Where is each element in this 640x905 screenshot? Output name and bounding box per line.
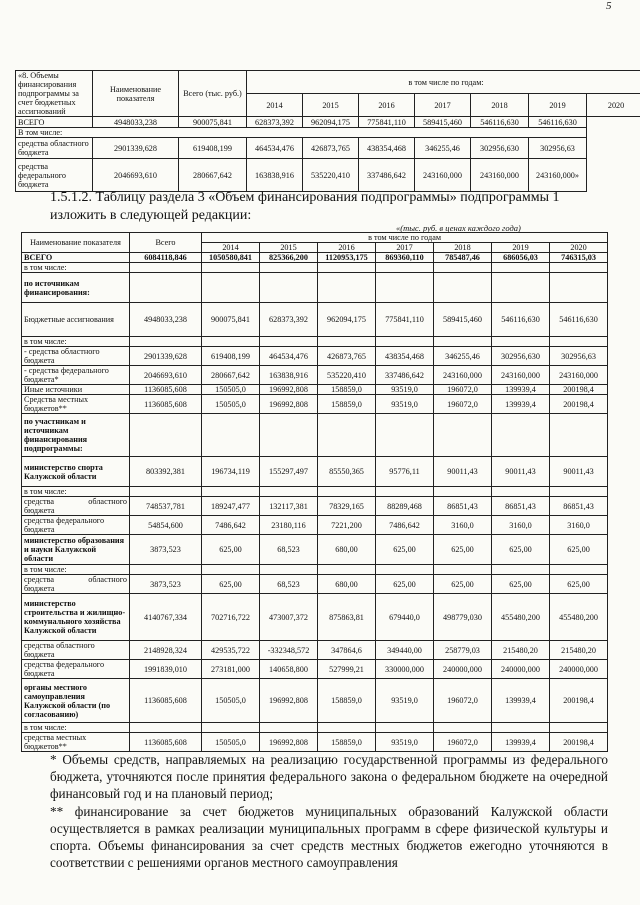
year-value: 86851,43 [492, 497, 550, 516]
year-value: 93519,0 [376, 733, 434, 752]
empty-cell [376, 263, 434, 273]
year-value: 240000,000 [492, 660, 550, 679]
empty-cell [260, 487, 318, 497]
table-row [16, 117, 640, 128]
year-value: 7221,200 [318, 516, 376, 535]
year-value: 302956,63 [550, 347, 608, 366]
year-value: 625,00 [550, 535, 608, 565]
year-header: 2016 [359, 94, 415, 117]
year-value: 680,00 [318, 535, 376, 565]
year-header: 2020 [550, 243, 608, 253]
empty-cell [318, 723, 376, 733]
year-value: 240000,000 [550, 660, 608, 679]
year-value: 90011,43 [434, 457, 492, 487]
year-value: 346255,46 [415, 138, 471, 159]
row-label: средства областного бюджета [22, 497, 130, 516]
table-row [22, 660, 608, 679]
row-label: в том числе: [22, 565, 130, 575]
row-total: 803392,381 [130, 457, 202, 487]
year-value: 1120953,175 [318, 253, 376, 263]
table-row [22, 516, 608, 535]
year-value: 240000,000 [434, 660, 492, 679]
year-value: 619408,199 [202, 347, 260, 366]
row-label: средства областного бюджета [22, 641, 130, 660]
empty-cell [202, 337, 260, 347]
table-row [22, 565, 608, 575]
row-total: 1136085,608 [130, 395, 202, 414]
empty-cell [550, 263, 608, 273]
year-value: 875863,81 [318, 594, 376, 641]
year-value: 455480,200 [550, 594, 608, 641]
row-label: органы местного самоуправления Калужской области (по согласованию) [22, 679, 130, 723]
empty-cell [318, 337, 376, 347]
empty-cell [202, 723, 260, 733]
year-value: 280667,642 [202, 366, 260, 385]
row-label: средства областного бюджета [16, 138, 93, 159]
row-label: средства местных бюджетов** [22, 733, 130, 752]
year-value: 78329,165 [318, 497, 376, 516]
year-value: 900075,841 [202, 303, 260, 337]
empty-cell [550, 414, 608, 457]
col-header-name: Наименование показателя [22, 233, 130, 253]
year-value: -332348,572 [260, 641, 318, 660]
year-value: 88289,468 [376, 497, 434, 516]
year-value: 196072,0 [434, 385, 492, 395]
year-value: 546116,630 [529, 117, 587, 128]
table-row [22, 303, 608, 337]
row-total: 4948033,238 [93, 117, 179, 128]
row-label: в том числе: [22, 263, 130, 273]
year-value: 337486,642 [359, 159, 415, 192]
table-row [22, 414, 608, 457]
table-row [22, 575, 608, 594]
year-value: 150505,0 [202, 733, 260, 752]
year-value: 158859,0 [318, 395, 376, 414]
year-value: 150505,0 [202, 679, 260, 723]
year-value: 90011,43 [492, 457, 550, 487]
footnotes [50, 751, 608, 871]
year-value: 775841,110 [359, 117, 415, 128]
year-header: 2019 [492, 243, 550, 253]
year-value: 330000,000 [376, 660, 434, 679]
year-header: 2018 [471, 94, 529, 117]
year-value: 535220,410 [303, 159, 359, 192]
col-header-years-group: в том числе по годам: [247, 71, 640, 94]
empty-cell [130, 723, 202, 733]
year-value: 464534,476 [247, 138, 303, 159]
year-value: 196072,0 [434, 679, 492, 723]
year-value: 527999,21 [318, 660, 376, 679]
row-total: 748537,781 [130, 497, 202, 516]
row-total: 2046693,610 [130, 366, 202, 385]
empty-cell [550, 565, 608, 575]
table-row [22, 263, 608, 273]
year-value: 158859,0 [318, 733, 376, 752]
row-label: в том числе: [22, 337, 130, 347]
year-value: 273181,000 [202, 660, 260, 679]
year-value: 158859,0 [318, 679, 376, 723]
year-value: 686056,03 [492, 253, 550, 263]
year-value: 215480,20 [492, 641, 550, 660]
year-value: 625,00 [550, 575, 608, 594]
year-value: 438354,468 [359, 138, 415, 159]
row-label: министерство спорта Калужской области [22, 457, 130, 487]
year-value: 23180,116 [260, 516, 318, 535]
year-value: 347864,6 [318, 641, 376, 660]
section-label: «8. Объемы финансирования подпрограммы за счет бюджетных ассигнований [16, 71, 93, 117]
row-label: в том числе: [22, 723, 130, 733]
year-value: 150505,0 [202, 395, 260, 414]
footnote-local: ** финансирование за счет бюджетов муниципальных образований Калужской области осуществляется в рамках реализации муниципальных программ в сфере физической культуры и спорта. Объемы финансирования за счет средств местных бюджетов ежегодно уточняются в соответствии с решениями органов местного самоуправления [50, 803, 608, 871]
empty-cell [550, 487, 608, 497]
year-value: 243160,000 [492, 366, 550, 385]
year-value: 702716,722 [202, 594, 260, 641]
year-value: 302956,63 [529, 138, 587, 159]
year-value: 346255,46 [434, 347, 492, 366]
empty-cell [434, 337, 492, 347]
table-row [22, 273, 608, 303]
row-total: 1991839,010 [130, 660, 202, 679]
empty-cell [434, 273, 492, 303]
table-funding-summary [15, 70, 640, 192]
year-value: 962094,175 [303, 117, 359, 128]
table-row [22, 733, 608, 752]
empty-cell [130, 487, 202, 497]
table-row [22, 347, 608, 366]
year-value: 93519,0 [376, 385, 434, 395]
year-value: 546116,630 [550, 303, 608, 337]
empty-cell [376, 723, 434, 733]
year-value: 546116,630 [471, 117, 529, 128]
year-value: 95776,11 [376, 457, 434, 487]
year-value: 258779,03 [434, 641, 492, 660]
year-value: 196992,808 [260, 679, 318, 723]
empty-cell [260, 263, 318, 273]
empty-cell [318, 414, 376, 457]
row-label: ВСЕГО [16, 117, 93, 128]
year-value: 628373,392 [260, 303, 318, 337]
year-value: 535220,410 [318, 366, 376, 385]
year-value: 337486,642 [376, 366, 434, 385]
year-value: 438354,468 [376, 347, 434, 366]
year-value: 196072,0 [434, 395, 492, 414]
year-value: 625,00 [202, 535, 260, 565]
year-value: 93519,0 [376, 395, 434, 414]
empty-cell [318, 273, 376, 303]
year-value: 243160,000» [529, 159, 587, 192]
year-header: 2016 [318, 243, 376, 253]
year-header: 2014 [247, 94, 303, 117]
table-row [16, 138, 640, 159]
empty-cell [260, 723, 318, 733]
row-total: 4140767,334 [130, 594, 202, 641]
empty-cell [260, 273, 318, 303]
year-value: 302956,630 [471, 138, 529, 159]
row-total: 1136085,608 [130, 679, 202, 723]
empty-cell [550, 723, 608, 733]
row-label: по участникам и источникам финансирования подпрограммы: [22, 414, 130, 457]
year-value: 200198,4 [550, 385, 608, 395]
year-value: 243160,000 [415, 159, 471, 192]
year-value: 625,00 [492, 575, 550, 594]
row-total: 1136085,608 [130, 733, 202, 752]
row-label: средства федерального бюджета [22, 516, 130, 535]
year-value: 546116,630 [492, 303, 550, 337]
year-value: 196992,808 [260, 733, 318, 752]
empty-cell [434, 414, 492, 457]
row-total: 4948033,238 [130, 303, 202, 337]
year-header: 2017 [415, 94, 471, 117]
row-total: 3873,523 [130, 575, 202, 594]
footnote-federal: * Объемы средств, направляемых на реализацию государственной программы из федерального бюджета, уточняются после принятия федерального закона о федеральном бюджете на очередной финансовый год и на плановый период; [50, 752, 608, 802]
col-header-years-group: в том числе по годам [202, 233, 608, 243]
row-label: - средства федерального бюджета* [22, 366, 130, 385]
year-value: 429535,722 [202, 641, 260, 660]
year-value: 140658,800 [260, 660, 318, 679]
year-header: 2019 [529, 94, 587, 117]
empty-cell [492, 273, 550, 303]
row-total: 6084118,846 [130, 253, 202, 263]
year-value: 132117,381 [260, 497, 318, 516]
empty-cell [260, 565, 318, 575]
year-value: 139939,4 [492, 395, 550, 414]
year-value: 139939,4 [492, 733, 550, 752]
table-row [22, 366, 608, 385]
year-value: 68,523 [260, 535, 318, 565]
year-value: 3160,0 [492, 516, 550, 535]
table-row [22, 395, 608, 414]
empty-cell [434, 263, 492, 273]
row-total: 1136085,608 [130, 385, 202, 395]
year-value: 679440,0 [376, 594, 434, 641]
empty-cell [376, 337, 434, 347]
year-value: 785487,46 [434, 253, 492, 263]
year-value: 163838,916 [247, 159, 303, 192]
year-value: 196734,119 [202, 457, 260, 487]
year-value: 150505,0 [202, 385, 260, 395]
table-row [22, 641, 608, 660]
year-value: 426873,765 [318, 347, 376, 366]
year-value: 869360,110 [376, 253, 434, 263]
col-header-total: Всего (тыс. руб.) [179, 71, 247, 117]
year-value: 68,523 [260, 575, 318, 594]
year-value: 90011,43 [550, 457, 608, 487]
table-row [22, 497, 608, 516]
year-header: 2015 [260, 243, 318, 253]
empty-cell [318, 263, 376, 273]
empty-cell [492, 565, 550, 575]
empty-cell [376, 565, 434, 575]
row-total: 2046693,610 [93, 159, 179, 192]
year-value: 349440,00 [376, 641, 434, 660]
empty-cell [492, 414, 550, 457]
year-value: 625,00 [202, 575, 260, 594]
year-value: 625,00 [434, 575, 492, 594]
year-header: 2017 [376, 243, 434, 253]
year-value: 196072,0 [434, 733, 492, 752]
year-value: 464534,476 [260, 347, 318, 366]
empty-cell [260, 414, 318, 457]
table-row [22, 487, 608, 497]
year-value: 280667,642 [179, 159, 247, 192]
empty-cell [376, 487, 434, 497]
empty-cell [202, 565, 260, 575]
year-value: 7486,642 [376, 516, 434, 535]
year-value: 625,00 [434, 535, 492, 565]
year-value: 900075,841 [179, 117, 247, 128]
row-label: Средства местных бюджетов** [22, 395, 130, 414]
year-header: 2014 [202, 243, 260, 253]
empty-cell [434, 487, 492, 497]
year-value: 3160,0 [434, 516, 492, 535]
col-header-total: Всего [130, 233, 202, 253]
row-label: ВСЕГО [22, 253, 130, 263]
year-value: 163838,916 [260, 366, 318, 385]
year-value: 93519,0 [376, 679, 434, 723]
row-total: 3873,523 [130, 535, 202, 565]
row-label: Иные источники [22, 385, 130, 395]
year-value: 139939,4 [492, 679, 550, 723]
empty-cell [130, 273, 202, 303]
year-value: 200198,4 [550, 395, 608, 414]
table-funding-detail [21, 232, 608, 752]
empty-cell [550, 337, 608, 347]
empty-cell [260, 337, 318, 347]
year-header: 2020 [587, 94, 640, 117]
year-value: 426873,765 [303, 138, 359, 159]
year-header: 2018 [434, 243, 492, 253]
year-value: 85550,365 [318, 457, 376, 487]
empty-cell [376, 273, 434, 303]
year-value: 775841,110 [376, 303, 434, 337]
year-value: 302956,630 [492, 347, 550, 366]
row-label: - средства областного бюджета [22, 347, 130, 366]
row-total: 2901339,628 [130, 347, 202, 366]
year-value: 628373,392 [247, 117, 303, 128]
row-total: 54854,600 [130, 516, 202, 535]
year-value: 7486,642 [202, 516, 260, 535]
row-label: средства федерального бюджета [22, 660, 130, 679]
year-value: 139939,4 [492, 385, 550, 395]
empty-cell [130, 337, 202, 347]
row-label: министерство строительства и жилищно-коммунального хозяйства Калужской области [22, 594, 130, 641]
empty-cell [492, 723, 550, 733]
year-value: 680,00 [318, 575, 376, 594]
page-mark: 5 [606, 0, 612, 12]
year-header: 2015 [303, 94, 359, 117]
empty-cell [318, 565, 376, 575]
year-value: 589415,460 [434, 303, 492, 337]
empty-cell [130, 263, 202, 273]
table-row [22, 594, 608, 641]
year-value: 200198,4 [550, 679, 608, 723]
table-row [16, 128, 640, 138]
year-value: 155297,497 [260, 457, 318, 487]
year-value: 243160,000 [471, 159, 529, 192]
row-label: министерство образования и науки Калужской области [22, 535, 130, 565]
year-value: 498779,030 [434, 594, 492, 641]
empty-cell [318, 487, 376, 497]
empty-cell [434, 723, 492, 733]
year-value: 196992,808 [260, 385, 318, 395]
row-label: Бюджетные ассигнования [22, 303, 130, 337]
year-value: 196992,808 [260, 395, 318, 414]
row-label: средства областного бюджета [22, 575, 130, 594]
year-value: 625,00 [376, 575, 434, 594]
empty-cell [492, 337, 550, 347]
unit-note: «(тыс. руб. в ценах каждого года) [396, 223, 521, 233]
year-value: 825366,200 [260, 253, 318, 263]
section-heading: 1.5.1.2. Таблицу раздела 3 «Объем финансирования подпрограммы» подпрограммы 1 изложить в следующей редакции: [50, 190, 560, 223]
empty-cell [376, 414, 434, 457]
year-value: 473007,372 [260, 594, 318, 641]
empty-cell [202, 263, 260, 273]
table-row [22, 337, 608, 347]
row-label: в том числе: [22, 487, 130, 497]
row-total: 2148928,324 [130, 641, 202, 660]
empty-cell [492, 263, 550, 273]
year-value: 243160,000 [550, 366, 608, 385]
year-value: 158859,0 [318, 385, 376, 395]
year-value: 243160,000 [434, 366, 492, 385]
empty-cell [202, 487, 260, 497]
year-value: 1050580,841 [202, 253, 260, 263]
year-value: 746315,03 [550, 253, 608, 263]
row-label: средства федерального бюджета [16, 159, 93, 192]
year-value: 589415,460 [415, 117, 471, 128]
table-row [22, 385, 608, 395]
row-label: В том числе: [16, 128, 587, 138]
year-value: 189247,477 [202, 497, 260, 516]
table-row [22, 723, 608, 733]
table-row [22, 253, 608, 263]
empty-cell [202, 414, 260, 457]
year-value: 619408,199 [179, 138, 247, 159]
empty-cell [202, 273, 260, 303]
empty-cell [434, 565, 492, 575]
empty-cell [550, 273, 608, 303]
row-label: по источникам финансирования: [22, 273, 130, 303]
year-value: 215480,20 [550, 641, 608, 660]
empty-cell [492, 487, 550, 497]
year-value: 200198,4 [550, 733, 608, 752]
year-value: 625,00 [376, 535, 434, 565]
table-row [22, 535, 608, 565]
year-value: 86851,43 [550, 497, 608, 516]
empty-cell [130, 414, 202, 457]
year-value: 625,00 [492, 535, 550, 565]
table-row [22, 679, 608, 723]
year-value: 86851,43 [434, 497, 492, 516]
empty-cell [130, 565, 202, 575]
year-value: 3160,0 [550, 516, 608, 535]
table-row [16, 159, 640, 192]
table-row [22, 457, 608, 487]
row-total: 2901339,628 [93, 138, 179, 159]
year-value: 962094,175 [318, 303, 376, 337]
year-value: 455480,200 [492, 594, 550, 641]
col-header-name: Наименование показателя [93, 71, 179, 117]
